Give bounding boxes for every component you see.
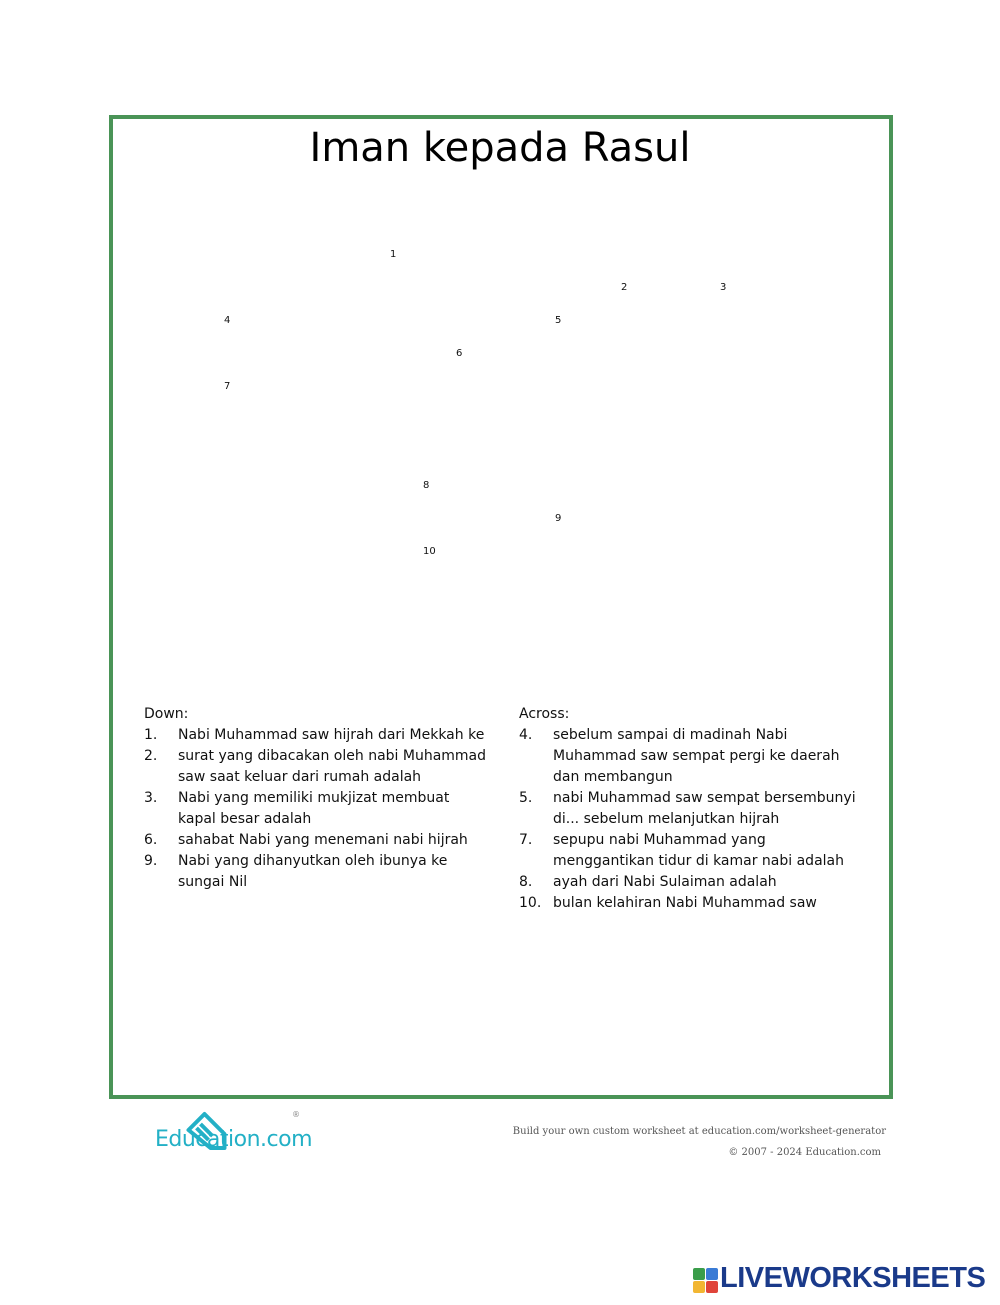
- clue-text: Nabi Muhammad saw hijrah dari Mekkah ke: [178, 727, 485, 743]
- clue-item: [519, 893, 864, 914]
- clue-text: bulan kelahiran Nabi Muhammad saw: [553, 895, 817, 911]
- clue-number: 6.: [144, 832, 158, 848]
- clue-text: sebelum sampai di madinah Nabi Muhammad saw sempat pergi ke daerah dan membangun: [553, 727, 840, 785]
- clue-number: 3.: [144, 790, 158, 806]
- registered-mark: ®: [292, 1110, 300, 1119]
- footer-generator-link[interactable]: Build your own custom worksheet at education.com/worksheet-generator: [512, 1126, 886, 1137]
- clue-number: 2.: [144, 748, 158, 764]
- worksheet-frame: [109, 115, 893, 1099]
- clue-number: 9.: [144, 853, 158, 869]
- grid-number-5: 5: [555, 315, 562, 326]
- grid-number-10: 10: [423, 546, 436, 557]
- liveworksheets-logo-icon: [693, 1268, 719, 1294]
- clue-item: [519, 788, 864, 830]
- clue-item: [144, 725, 489, 746]
- clue-text: Nabi yang memiliki mukjizat membuat kapal besar adalah: [178, 790, 450, 827]
- clue-item: [144, 788, 489, 830]
- grid-number-2: 2: [621, 282, 628, 293]
- clue-text: sahabat Nabi yang menemani nabi hijrah: [178, 832, 468, 848]
- grid-number-9: 9: [555, 513, 562, 524]
- grid-number-6: 6: [456, 348, 463, 359]
- grid-number-1: 1: [390, 249, 397, 260]
- clue-text: sepupu nabi Muhammad yang menggantikan tidur di kamar nabi adalah: [553, 832, 844, 869]
- clue-item: [519, 872, 864, 893]
- clue-item: [144, 746, 489, 788]
- page-title: Iman kepada Rasul: [309, 125, 691, 171]
- grid-number-7: 7: [224, 381, 231, 392]
- clue-item: [519, 830, 864, 872]
- clue-number: 10.: [519, 895, 542, 911]
- liveworksheets-logo-text: LIVEWORKSHEETS: [720, 1262, 986, 1294]
- clue-number: 1.: [144, 727, 158, 743]
- across-clues: [519, 704, 864, 914]
- grid-number-3: 3: [720, 282, 727, 293]
- clue-text: ayah dari Nabi Sulaiman adalah: [553, 874, 777, 890]
- grid-number-8: 8: [423, 480, 430, 491]
- clue-number: 5.: [519, 790, 533, 806]
- down-clues: [144, 704, 489, 893]
- clue-text: Nabi yang dihanyutkan oleh ibunya ke sungai Nil: [178, 853, 448, 890]
- clue-item: [144, 851, 489, 893]
- clue-number: 4.: [519, 727, 533, 743]
- clue-text: nabi Muhammad saw sempat bersembunyi di... sebelum melanjutkan hijrah: [553, 790, 856, 827]
- grid-number-4: 4: [224, 315, 231, 326]
- across-heading: Across:: [519, 706, 570, 722]
- clue-number: 7.: [519, 832, 533, 848]
- education-logo-text: Education.com: [155, 1127, 313, 1152]
- clue-item: [519, 725, 864, 788]
- down-heading: Down:: [144, 706, 189, 722]
- clue-text: surat yang dibacakan oleh nabi Muhammad saw saat keluar dari rumah adalah: [178, 748, 487, 785]
- clue-item: [144, 830, 489, 851]
- footer-copyright: © 2007 - 2024 Education.com: [728, 1147, 881, 1158]
- clue-number: 8.: [519, 874, 533, 890]
